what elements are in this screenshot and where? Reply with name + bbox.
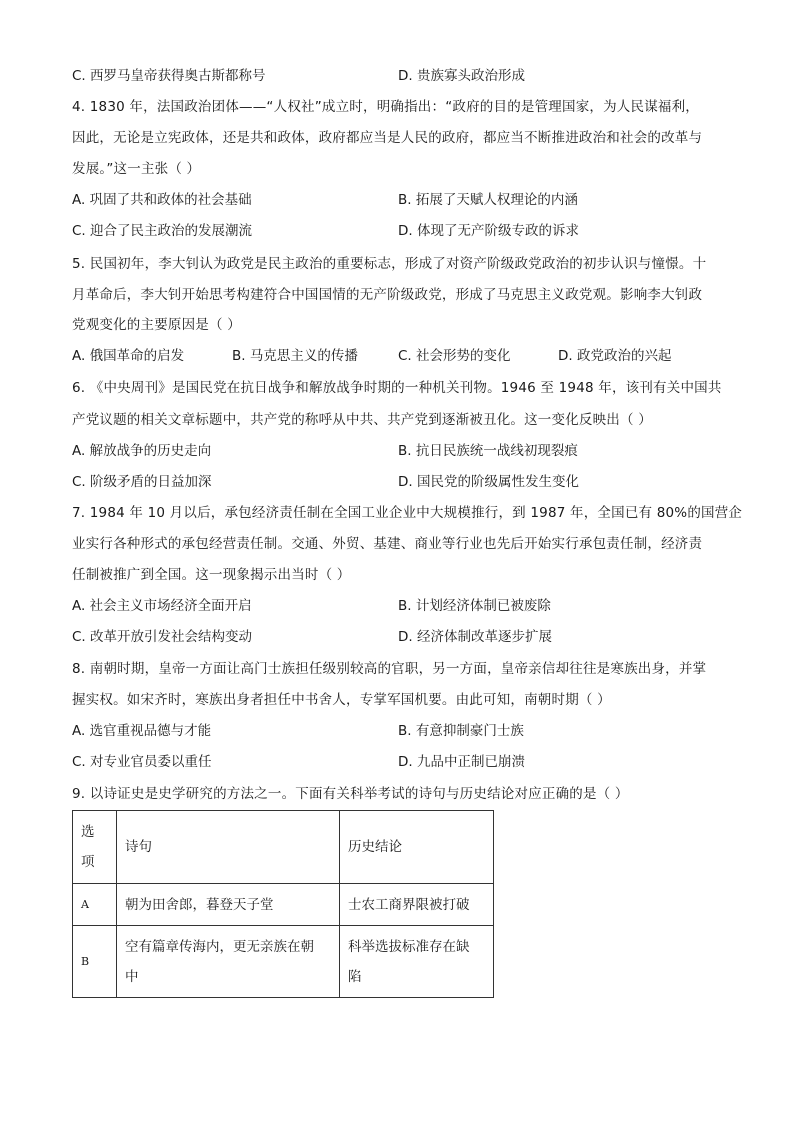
q8-option-c: C. 对专业官员委以重任 bbox=[72, 754, 212, 770]
q8-option-a: A. 选官重视品德与才能 bbox=[72, 723, 212, 739]
q8-stem-line-2: 握实权。如宋齐时，寒族出身者担任中书舍人，专掌军国机要。由此可知，南朝时期（ ） bbox=[72, 692, 611, 708]
q5-option-d: D. 政党政治的兴起 bbox=[558, 348, 672, 364]
q8-option-b: B. 有意抑制豪门士族 bbox=[398, 723, 524, 739]
row-b-conclusion-line-2: 陷 bbox=[348, 968, 362, 985]
q4-stem-line-3: 发展。”这一主张（ ） bbox=[72, 161, 201, 177]
row-b-conclusion bbox=[340, 926, 494, 998]
table-row bbox=[73, 884, 494, 926]
q7-stem-line-2: 业实行各种形式的承包经营责任制。交通、外贸、基建、商业等行业也先后开始实行承包责任制，经济责 bbox=[72, 536, 703, 552]
header-option bbox=[73, 811, 117, 884]
q4-option-a: A. 巩固了共和政体的社会基础 bbox=[72, 192, 252, 208]
q7-stem-line-3: 任制被推广到全国。这一现象揭示出当时（ ） bbox=[72, 567, 351, 583]
row-b-poem bbox=[117, 926, 340, 998]
row-a-conclusion: 士农工商界限被打破 bbox=[340, 884, 494, 926]
q5-stem-line-1: 5. 民国初年，李大钊认为政党是民主政治的重要标志，形成了对资产阶级政党政治的初步认识与憧憬。十 bbox=[72, 256, 707, 272]
table-row bbox=[73, 926, 494, 998]
q7-option-d: D. 经济体制改革逐步扩展 bbox=[398, 629, 552, 645]
header-conclusion: 历史结论 bbox=[340, 811, 494, 884]
row-a-option: A bbox=[73, 884, 117, 926]
q6-stem-line-1: 6. 《中央周刊》是国民党在抗日战争和解放战争时期的一种机关刊物。1946 至 1948 年，该刊有关中国共 bbox=[72, 380, 722, 396]
q7-stem-line-1: 7. 1984 年 10 月以后，承包经济责任制在全国工业企业中大规模推行，到 1987 年，全国已有 80%的国营企 bbox=[72, 505, 743, 521]
q4-option-b: B. 拓展了天赋人权理论的内涵 bbox=[398, 192, 578, 208]
q4-option-c: C. 迎合了民主政治的发展潮流 bbox=[72, 223, 253, 239]
row-b-option: B bbox=[73, 926, 117, 998]
q5-stem-line-2: 月革命后，李大钊开始思考构建符合中国国情的无产阶级政党，形成了马克思主义政党观。影响李大钊政 bbox=[72, 287, 703, 303]
option-d-prev: D. 贵族寡头政治形成 bbox=[398, 68, 525, 84]
row-b-conclusion-line-1: 科举选拔标准存在缺 bbox=[348, 938, 470, 955]
header-poem: 诗句 bbox=[117, 811, 340, 884]
q6-option-c: C. 阶级矛盾的日益加深 bbox=[72, 474, 212, 490]
q4-stem-line-1: 4. 1830 年，法国政治团体——“人权社”成立时，明确指出：“政府的目的是管理国家，为人民谋福利， bbox=[72, 99, 699, 115]
q8-stem-line-1: 8. 南朝时期，皇帝一方面让高门士族担任级别较高的官职，另一方面，皇帝亲信却往往是寒族出身，并掌 bbox=[72, 661, 707, 677]
q6-stem-line-2: 产党议题的相关文章标题中，共产党的称呼从中共、共产党到逐渐被丑化。这一变化反映出（ ） bbox=[72, 412, 652, 428]
option-c-prev: C. 西罗马皇帝获得奥古斯都称号 bbox=[72, 68, 266, 84]
q6-option-a: A. 解放战争的历史走向 bbox=[72, 443, 212, 459]
q7-option-a: A. 社会主义市场经济全面开启 bbox=[72, 598, 252, 614]
row-a-poem: 朝为田舍郎，暮登天子堂 bbox=[117, 884, 340, 926]
q7-option-c: C. 改革开放引发社会结构变动 bbox=[72, 629, 253, 645]
header-option-line-2: 项 bbox=[81, 854, 95, 870]
q4-option-d: D. 体现了无产阶级专政的诉求 bbox=[398, 223, 579, 239]
row-b-poem-line-2: 中 bbox=[125, 968, 139, 985]
header-option-line-1: 选 bbox=[81, 824, 95, 840]
table-header-row bbox=[73, 811, 494, 884]
q5-option-b: B. 马克思主义的传播 bbox=[232, 348, 358, 364]
q7-option-b: B. 计划经济体制已被废除 bbox=[398, 598, 551, 614]
q6-option-d: D. 国民党的阶级属性发生变化 bbox=[398, 474, 579, 490]
q5-option-a: A. 俄国革命的启发 bbox=[72, 348, 185, 364]
q8-option-d: D. 九品中正制已崩溃 bbox=[398, 754, 525, 770]
q4-stem-line-2: 因此，无论是立宪政体，还是共和政体，政府都应当是人民的政府，都应当不断推进政治和社会的改革与 bbox=[72, 130, 703, 146]
q9-table bbox=[72, 810, 494, 998]
q6-option-b: B. 抗日民族统一战线初现裂痕 bbox=[398, 443, 578, 459]
q5-option-c: C. 社会形势的变化 bbox=[398, 348, 511, 364]
q9-stem: 9. 以诗证史是史学研究的方法之一。下面有关科举考试的诗句与历史结论对应正确的是（ ） bbox=[72, 786, 629, 802]
row-b-poem-line-1: 空有篇章传海内，更无亲族在朝 bbox=[125, 938, 314, 955]
q5-stem-line-3: 党观变化的主要原因是（ ） bbox=[72, 317, 241, 333]
